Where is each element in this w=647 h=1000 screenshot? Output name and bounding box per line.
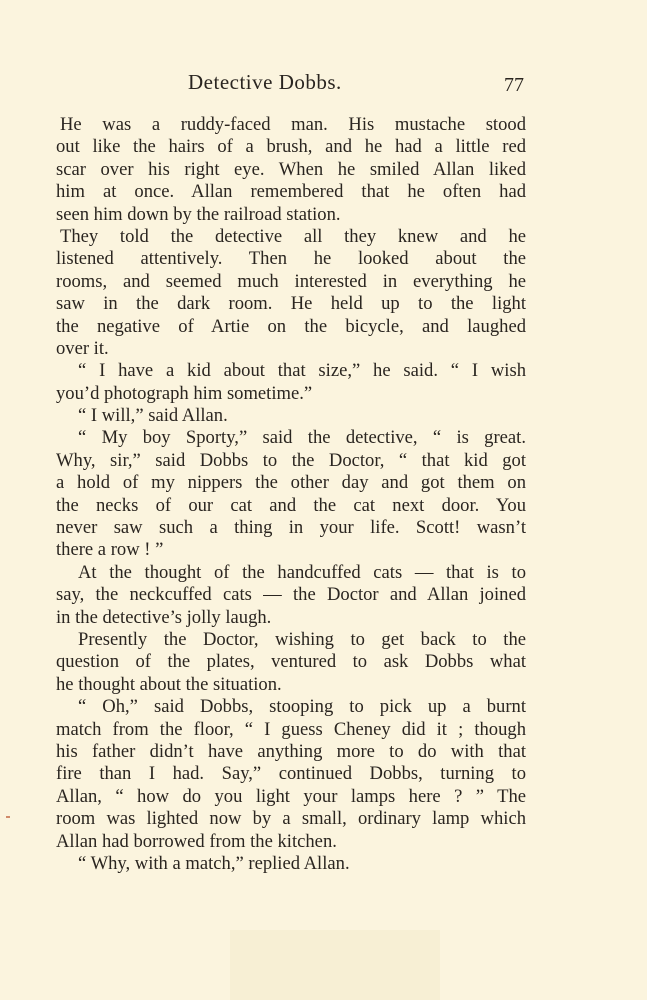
- page-header: [0, 70, 647, 100]
- text-line: question of the plates, ventured to ask Dobbs what: [56, 651, 526, 673]
- paper-stain: [230, 930, 440, 1000]
- text-line: Presently the Doctor, wishing to get back to the: [78, 628, 526, 650]
- text-line: rooms, and seemed much interested in everything he: [56, 270, 526, 292]
- page-number: 77: [504, 74, 524, 96]
- text-line: Allan, “ how do you light your lamps here ? ” The: [56, 785, 526, 807]
- text-line: At the thought of the handcuffed cats — that is to: [78, 561, 526, 583]
- running-title: Detective Dobbs.: [188, 70, 342, 94]
- text-line: Allan had borrowed from the kitchen.: [56, 830, 337, 852]
- text-line: never saw such a thing in your life. Scott! wasn’t: [56, 517, 526, 539]
- text-line: he thought about the situation.: [56, 673, 282, 695]
- text-line: “ Why, with a match,” replied Allan.: [78, 852, 350, 874]
- text-line: a hold of my nippers the other day and got them on: [56, 472, 526, 494]
- text-line: listened attentively. Then he looked about the: [56, 248, 526, 270]
- text-line: “ My boy Sporty,” said the detective, “ is great.: [78, 427, 526, 449]
- text-line: “ I have a kid about that size,” he said. “ I wish: [78, 360, 526, 382]
- text-line: his father didn’t have anything more to do with that: [56, 740, 526, 762]
- text-line: saw in the dark room. He held up to the light: [56, 293, 526, 315]
- text-line: over it.: [56, 337, 109, 359]
- text-line: him at once. Allan remembered that he often had: [56, 181, 526, 203]
- text-line: there a row ! ”: [56, 539, 164, 561]
- text-line: scar over his right eye. When he smiled Allan liked: [56, 158, 526, 180]
- text-line: Why, sir,” said Dobbs to the Doctor, “ that kid got: [56, 449, 526, 471]
- text-line: in the detective’s jolly laugh.: [56, 606, 272, 628]
- body-text: [56, 114, 526, 875]
- text-line: fire than I had. Say,” continued Dobbs, turning to: [56, 763, 526, 785]
- text-line: He was a ruddy-faced man. His mustache stood: [60, 114, 526, 135]
- text-line: say, the neckcuffed cats — the Doctor and Allan joined: [56, 584, 526, 606]
- text-line: out like the hairs of a brush, and he had a little red: [56, 136, 526, 158]
- margin-mark: [6, 816, 10, 818]
- text-line: “ Oh,” said Dobbs, stooping to pick up a burnt: [78, 696, 526, 718]
- text-line: you’d photograph him sometime.”: [56, 382, 313, 404]
- text-line: “ I will,” said Allan.: [78, 405, 228, 427]
- text-line: They told the detective all they knew and he: [60, 225, 526, 247]
- text-line: room was lighted now by a small, ordinary lamp which: [56, 808, 526, 830]
- text-line: the necks of our cat and the cat next door. You: [56, 494, 526, 516]
- text-line: match from the floor, “ I guess Cheney did it ; though: [56, 718, 526, 740]
- text-line: the negative of Artie on the bicycle, and laughed: [56, 315, 526, 337]
- text-line: seen him down by the railroad station.: [56, 203, 341, 225]
